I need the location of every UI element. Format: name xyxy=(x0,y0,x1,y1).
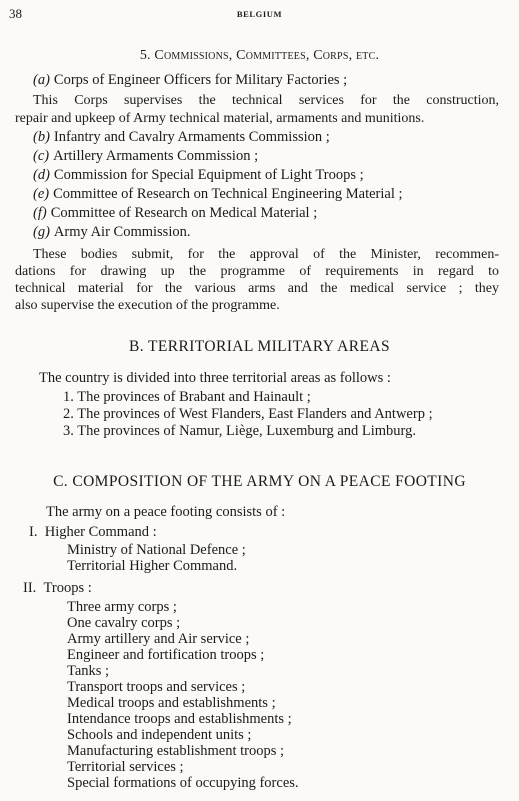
item-label: (g) xyxy=(33,224,50,240)
troops-item: Transport troops and services ; xyxy=(67,679,246,695)
troops-item: Engineer and fortification troops ; xyxy=(67,647,265,663)
page-number: 38 xyxy=(9,6,22,21)
troops-item: One cavalry corps ; xyxy=(67,615,181,631)
section-title: Higher Command : xyxy=(44,524,157,540)
troops-item: Tanks ; xyxy=(67,663,110,679)
commission-item-e xyxy=(33,186,403,203)
item-text: Commission for Special Equipment of Light Troops ; xyxy=(53,167,364,183)
higher-command-item: Ministry of National Defence ; xyxy=(67,542,246,558)
item-text: Committee of Research on Medical Material ; xyxy=(50,205,318,221)
item-label: (f) xyxy=(33,205,47,221)
commissions-paragraph-line-4: also supervise the execution of the programme. xyxy=(15,298,280,313)
item-label: (e) xyxy=(33,186,50,202)
territorial-area-2 xyxy=(63,406,433,423)
commissions-paragraph-line-3: technical material for the various arms and the medical service ; they xyxy=(15,281,499,296)
commission-item-c xyxy=(33,148,258,165)
item-number: 1. xyxy=(63,389,74,405)
item-number: 2. xyxy=(63,406,74,422)
commission-item-a xyxy=(33,72,347,89)
commission-item-g xyxy=(33,224,190,241)
item-text: Artillery Armaments Commission ; xyxy=(53,148,259,164)
item-text: Committee of Research on Technical Engineering Material ; xyxy=(53,186,403,202)
item-text: The provinces of West Flanders, East Flanders and Antwerp ; xyxy=(77,406,433,422)
section-title: Troops : xyxy=(43,580,92,596)
item-label: (c) xyxy=(33,148,50,164)
item-text: Corps of Engineer Officers for Military Factories ; xyxy=(53,72,348,88)
troops-item: Territorial services ; xyxy=(67,759,184,775)
item-label: (a) xyxy=(33,72,50,88)
territorial-area-3 xyxy=(63,423,416,440)
running-title: BELGIUM xyxy=(236,9,283,19)
item-label: (b) xyxy=(33,129,50,145)
troops-item: Manufacturing establishment troops ; xyxy=(67,743,285,759)
higher-command-item: Territorial Higher Command. xyxy=(67,558,238,574)
commissions-paragraph-line-1: These bodies submit, for the approval of the Minister, recommen- xyxy=(33,247,499,262)
composition-heading: C. COMPOSITION OF THE ARMY ON A PEACE FOOTING xyxy=(53,473,466,490)
troops-item: Medical troops and establishments ; xyxy=(67,695,276,711)
higher-command-heading xyxy=(29,524,157,541)
commission-item-d xyxy=(33,167,364,184)
troops-item: Special formations of occupying forces. xyxy=(67,775,299,791)
composition-intro: The army on a peace footing consists of : xyxy=(46,504,286,520)
commissions-heading: 5. Commissions, Committees, Corps, etc. xyxy=(139,48,380,63)
item-number: 3. xyxy=(63,423,74,439)
section-number: I. xyxy=(29,524,38,540)
territorial-intro: The country is divided into three territorial areas as follows : xyxy=(39,370,391,386)
commissions-paragraph-line-2: dations for drawing up the programme of requirements in regard to xyxy=(15,264,499,279)
section-number: II. xyxy=(23,580,37,596)
commission-item-b xyxy=(33,129,330,146)
troops-heading xyxy=(23,580,92,597)
troops-item: Schools and independent units ; xyxy=(67,727,252,743)
item-text: Infantry and Cavalry Armaments Commission ; xyxy=(53,129,330,145)
troops-item: Three army corps ; xyxy=(67,599,177,615)
troops-item: Intendance troops and establishments ; xyxy=(67,711,292,727)
commission-item-f xyxy=(33,205,317,222)
item-text: The provinces of Brabant and Hainault ; xyxy=(77,389,311,405)
corps-description-line-2: repair and upkeep of Army technical material, armaments and munitions. xyxy=(15,111,425,126)
troops-item: Army artillery and Air service ; xyxy=(67,631,250,647)
corps-description-line-1: This Corps supervises the technical services for the construction, xyxy=(33,93,499,108)
item-label: (d) xyxy=(33,167,50,183)
item-text: The provinces of Namur, Liège, Luxemburg and Limburg. xyxy=(77,423,416,439)
item-text: Army Air Commission. xyxy=(53,224,191,240)
territorial-heading: B. TERRITORIAL MILITARY AREAS xyxy=(129,338,390,355)
territorial-area-1 xyxy=(63,389,311,406)
